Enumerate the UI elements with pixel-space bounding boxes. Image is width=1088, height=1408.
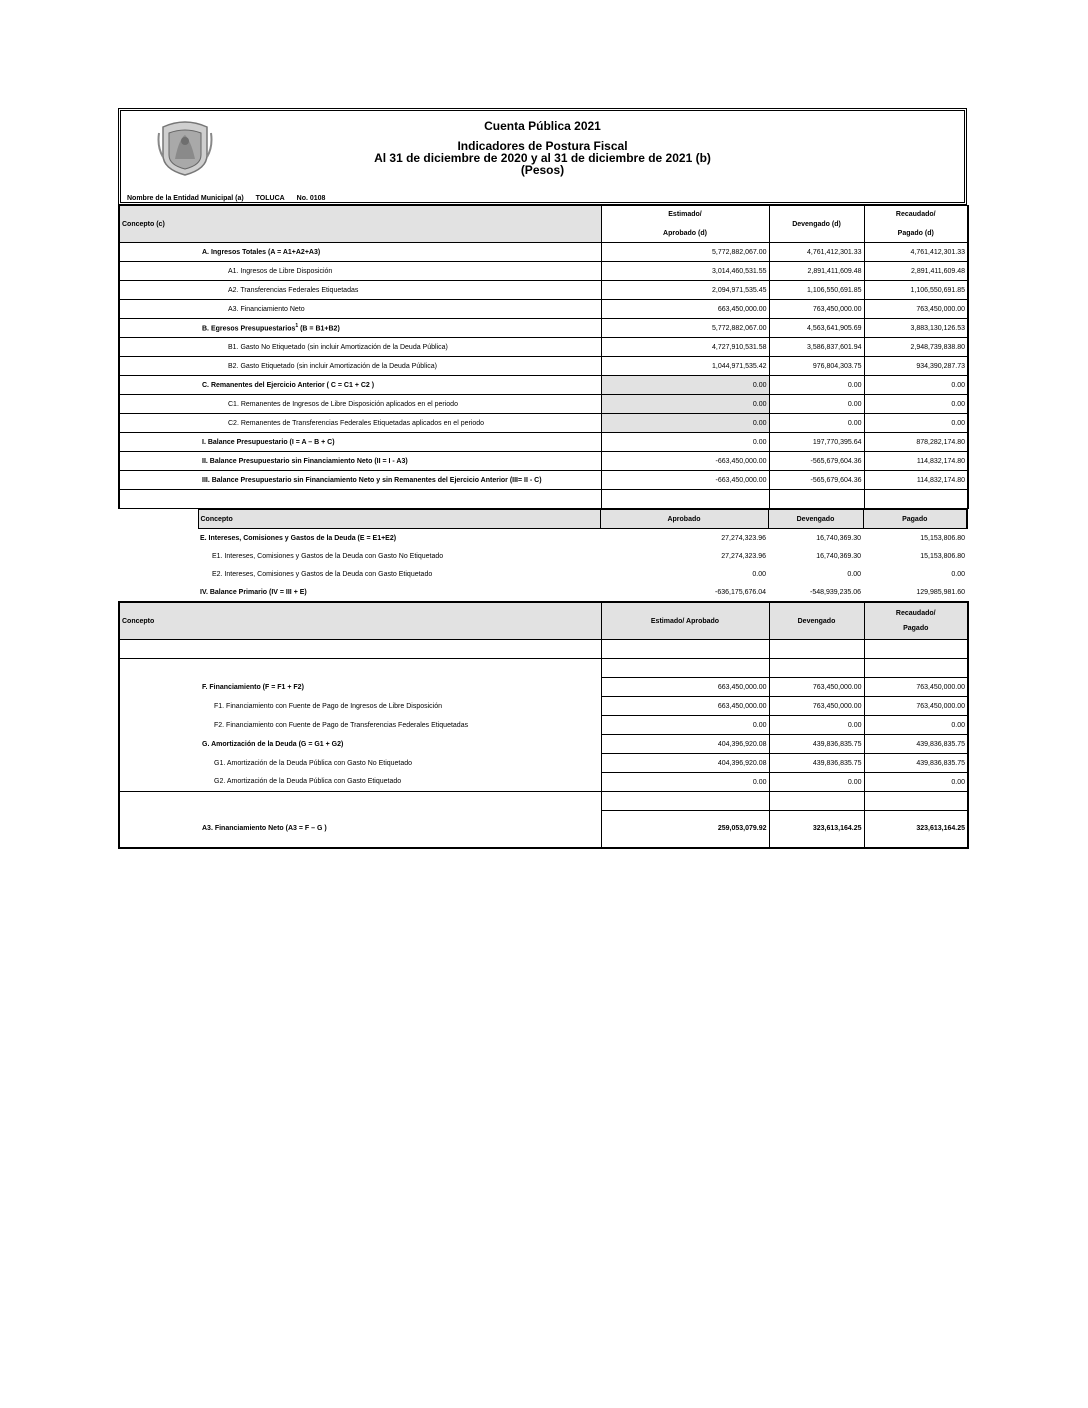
row-label [119, 357, 601, 376]
table-row [118, 547, 967, 565]
table-row-total [119, 811, 968, 848]
column-header-accrued: Devengado [768, 510, 863, 529]
row-indent [118, 583, 198, 601]
row-label-text: C2. Remanentes de Transferencias Federales Etiquetadas aplicados en el periodo [228, 419, 485, 427]
cell-accrued: 439,836,835.75 [769, 735, 864, 754]
column-header-collected-top: Recaudado/ [895, 610, 936, 617]
table-row [119, 319, 968, 338]
cell-estimated: 0.00 [601, 395, 769, 414]
cell-accrued: 0.00 [769, 773, 864, 792]
report-subtitle-block [121, 140, 964, 176]
cell-estimated: 404,396,920.08 [601, 735, 769, 754]
cell-accrued: 439,836,835.75 [769, 754, 864, 773]
cell-accrued: 4,761,412,301.33 [769, 243, 864, 262]
row-indent [118, 529, 198, 548]
row-label: G. Amortización de la Deuda (G = G1 + G2) [119, 735, 601, 754]
row-label-text: B1. Gasto No Etiquetado (sin incluir Amortización de la Deuda Pública) [228, 343, 448, 351]
cell-collected: 763,450,000.00 [864, 300, 968, 319]
cell-collected: 3,883,130,126.53 [864, 319, 968, 338]
cell-paid: 0.00 [951, 570, 965, 578]
table-header-row [118, 510, 967, 529]
spacer-row [119, 659, 968, 678]
column-header-approved: Aprobado [600, 510, 768, 529]
cell-estimated: -663,450,000.00 [601, 471, 769, 490]
row-label: E2. Intereses, Comisiones y Gastos de la Deuda con Gasto Etiquetado [212, 570, 433, 578]
budget-balance-table [118, 205, 969, 509]
column-header-estimated: Estimado/ Aprobado [601, 602, 769, 640]
cell-collected: 0.00 [864, 716, 968, 735]
cell-estimated: 1,044,971,535.42 [601, 357, 769, 376]
column-header-collected-bottom: Pagado [903, 625, 929, 632]
report-units: (Pesos) [520, 163, 565, 177]
table-row [119, 735, 968, 754]
cell-collected: 0.00 [864, 773, 968, 792]
cell-collected: 934,390,287.73 [864, 357, 968, 376]
cell-collected: 1,106,550,691.85 [864, 281, 968, 300]
row-label-text: II. Balance Presupuestario sin Financiamiento Neto (II = I - A3) [202, 457, 408, 465]
cell-approved: 27,274,323.96 [721, 534, 766, 542]
cell-accrued: 16,740,369.30 [816, 552, 861, 560]
column-header-paid: Pagado [863, 510, 967, 529]
cell-estimated: 259,053,079.92 [601, 811, 769, 848]
cell-accrued: 976,804,303.75 [769, 357, 864, 376]
table-row [119, 338, 968, 357]
column-header-collected-bottom: Pagado (d) [897, 230, 934, 237]
cell-paid: 15,153,806.80 [920, 534, 965, 542]
row-label [119, 433, 601, 452]
table-row [119, 452, 968, 471]
row-label [119, 281, 601, 300]
cell-estimated: 5,772,882,067.00 [601, 319, 769, 338]
row-label-text: B2. Gasto Etiquetado (sin incluir Amortización de la Deuda Pública) [228, 362, 437, 370]
cell-collected: 2,891,411,609.48 [864, 262, 968, 281]
row-label-text: C. Remanentes del Ejercicio Anterior ( C = C1 + C2 ) [202, 381, 375, 389]
column-header-estimated-top: Estimado/ [668, 211, 702, 218]
cell-estimated: 0.00 [601, 433, 769, 452]
table-row [119, 433, 968, 452]
cell-estimated: 663,450,000.00 [601, 697, 769, 716]
row-label [119, 376, 601, 395]
cell-accrued: 0.00 [769, 376, 864, 395]
report-title: Cuenta Pública 2021 [484, 119, 601, 133]
report-page [118, 108, 967, 849]
debt-interest-table [118, 509, 968, 601]
cell-estimated: 0.00 [601, 376, 769, 395]
cell-collected: 4,761,412,301.33 [864, 243, 968, 262]
row-label [119, 262, 601, 281]
cell-approved: -636,175,676.04 [715, 588, 766, 596]
budget-balance-body [119, 243, 968, 490]
table-row [118, 583, 967, 601]
cell-accrued: 763,450,000.00 [769, 697, 864, 716]
table-row [119, 376, 968, 395]
row-label: E1. Intereses, Comisiones y Gastos de la Deuda con Gasto No Etiquetado [212, 552, 444, 560]
cell-accrued: 16,740,369.30 [816, 534, 861, 542]
financing-table [118, 601, 969, 849]
table-row [118, 565, 967, 583]
cell-estimated: -663,450,000.00 [601, 452, 769, 471]
cell-estimated: 0.00 [601, 773, 769, 792]
table-row [119, 262, 968, 281]
table-row [119, 395, 968, 414]
spacer-row [119, 792, 968, 811]
column-header-collected [864, 602, 968, 640]
cell-accrued: -565,679,604.36 [769, 452, 864, 471]
cell-accrued: -548,939,235.06 [810, 588, 861, 596]
row-label: G2. Amortización de la Deuda Pública con Gasto Etiquetado [119, 773, 601, 792]
cell-paid: 129,985,981.60 [916, 588, 965, 596]
table-header-row [119, 206, 968, 243]
cell-approved: 0.00 [752, 570, 766, 578]
cell-estimated: 2,094,971,535.45 [601, 281, 769, 300]
entity-number: No. 0108 [296, 195, 326, 202]
row-indent [118, 547, 198, 565]
row-label-text: A3. Financiamiento Neto [228, 305, 305, 313]
cell-collected: 0.00 [864, 395, 968, 414]
cell-estimated: 0.00 [601, 716, 769, 735]
cell-collected: 114,832,174.80 [864, 452, 968, 471]
row-indent [118, 565, 198, 583]
row-label [119, 414, 601, 433]
table-row [119, 300, 968, 319]
cell-estimated: 0.00 [601, 414, 769, 433]
cell-estimated: 404,396,920.08 [601, 754, 769, 773]
row-label: IV. Balance Primario (IV = III + E) [200, 588, 307, 596]
table-row [119, 357, 968, 376]
row-label: F2. Financiamiento con Fuente de Pago de Transferencias Federales Etiquetadas [119, 716, 601, 735]
table-row [119, 243, 968, 262]
row-label [119, 319, 601, 338]
cell-accrued: 323,613,164.25 [769, 811, 864, 848]
row-label-text: C1. Remanentes de Ingresos de Libre Disposición aplicados en el periodo [228, 400, 458, 408]
entity-name: TOLUCA [255, 195, 285, 202]
row-label: E. Intereses, Comisiones y Gastos de la Deuda (E = E1+E2) [200, 534, 397, 542]
debt-interest-body [118, 529, 967, 602]
column-header-concept: Concepto (c) [119, 206, 601, 243]
cell-accrued: 0.00 [769, 716, 864, 735]
cell-approved: 27,274,323.96 [721, 552, 766, 560]
table-row [119, 678, 968, 697]
column-header-accrued: Devengado (d) [769, 206, 864, 243]
cell-accrued: -565,679,604.36 [769, 471, 864, 490]
cell-accrued: 197,770,395.64 [769, 433, 864, 452]
row-label-text: I. Balance Presupuestario (I = A – B + C) [202, 438, 335, 446]
cell-collected: 114,832,174.80 [864, 471, 968, 490]
row-label [119, 338, 601, 357]
cell-collected: 439,836,835.75 [864, 754, 968, 773]
report-header [118, 108, 967, 205]
row-label-text: A1. Ingresos de Libre Disposición [228, 267, 333, 275]
row-label-text: III. Balance Presupuestario sin Financiamiento Neto y sin Remanentes del Ejercicio Anterior (III= II - C) [202, 476, 542, 484]
row-label-text: A2. Transferencias Federales Etiquetadas [228, 286, 359, 294]
column-header-concept: Concepto [119, 602, 601, 640]
spacer-row [119, 640, 968, 659]
row-label: A3. Financiamiento Neto (A3 = F – G ) [119, 811, 601, 848]
table-row [119, 414, 968, 433]
row-label-text: A. Ingresos Totales (A = A1+A2+A3) [202, 248, 321, 256]
cell-collected: 0.00 [864, 376, 968, 395]
row-label: F1. Financiamiento con Fuente de Pago de Ingresos de Libre Disposición [119, 697, 601, 716]
cell-collected: 763,450,000.00 [864, 697, 968, 716]
cell-accrued: 2,891,411,609.48 [769, 262, 864, 281]
table-row [118, 529, 967, 548]
spacer-row [119, 490, 968, 509]
row-label: G1. Amortización de la Deuda Pública con Gasto No Etiquetado [119, 754, 601, 773]
cell-accrued: 4,563,641,905.69 [769, 319, 864, 338]
cell-collected: 0.00 [864, 414, 968, 433]
cell-estimated: 663,450,000.00 [601, 300, 769, 319]
cell-collected: 878,282,174.80 [864, 433, 968, 452]
table-header-row [119, 602, 968, 640]
cell-accrued: 3,586,837,601.94 [769, 338, 864, 357]
row-label [119, 471, 601, 490]
report-period: Al 31 de diciembre de 2020 y al 31 de diciembre de 2021 (b) [374, 151, 711, 165]
cell-accrued: 0.00 [847, 570, 861, 578]
column-header-estimated-bottom: Aprobado (d) [663, 230, 707, 237]
table-row [119, 697, 968, 716]
cell-estimated: 663,450,000.00 [601, 678, 769, 697]
cell-accrued: 0.00 [769, 414, 864, 433]
column-header-accrued: Devengado [769, 602, 864, 640]
financing-body [119, 678, 968, 792]
cell-estimated: 4,727,910,531.58 [601, 338, 769, 357]
row-label-tail: (B = B1+B2) [298, 325, 340, 333]
column-header-estimated [601, 206, 769, 243]
column-header-collected-top: Recaudado/ [895, 211, 936, 218]
cell-accrued: 0.00 [769, 395, 864, 414]
report-subtitle: Indicadores de Postura Fiscal [457, 139, 628, 153]
cell-collected: 439,836,835.75 [864, 735, 968, 754]
cell-collected: 2,948,739,838.80 [864, 338, 968, 357]
cell-accrued: 763,450,000.00 [769, 300, 864, 319]
row-label-text: B. Egresos Presupuestarios [202, 325, 296, 333]
row-label [119, 243, 601, 262]
column-header-concept: Concepto [198, 510, 600, 529]
table-row [119, 281, 968, 300]
table-row [119, 754, 968, 773]
table-row [119, 471, 968, 490]
table-row [119, 716, 968, 735]
cell-paid: 15,153,806.80 [920, 552, 965, 560]
column-header-collected [864, 206, 968, 243]
cell-collected: 323,613,164.25 [864, 811, 968, 848]
row-label [119, 452, 601, 471]
cell-collected: 763,450,000.00 [864, 678, 968, 697]
cell-estimated: 3,014,460,531.55 [601, 262, 769, 281]
row-label [119, 300, 601, 319]
cell-accrued: 763,450,000.00 [769, 678, 864, 697]
entity-line [127, 195, 335, 202]
row-label: F. Financiamiento (F = F1 + F2) [119, 678, 601, 697]
table-row [119, 773, 968, 792]
row-label [119, 395, 601, 414]
cell-accrued: 1,106,550,691.85 [769, 281, 864, 300]
cell-estimated: 5,772,882,067.00 [601, 243, 769, 262]
footnote-marker: 1 [295, 323, 299, 330]
entity-label: Nombre de la Entidad Municipal (a) [127, 195, 244, 202]
